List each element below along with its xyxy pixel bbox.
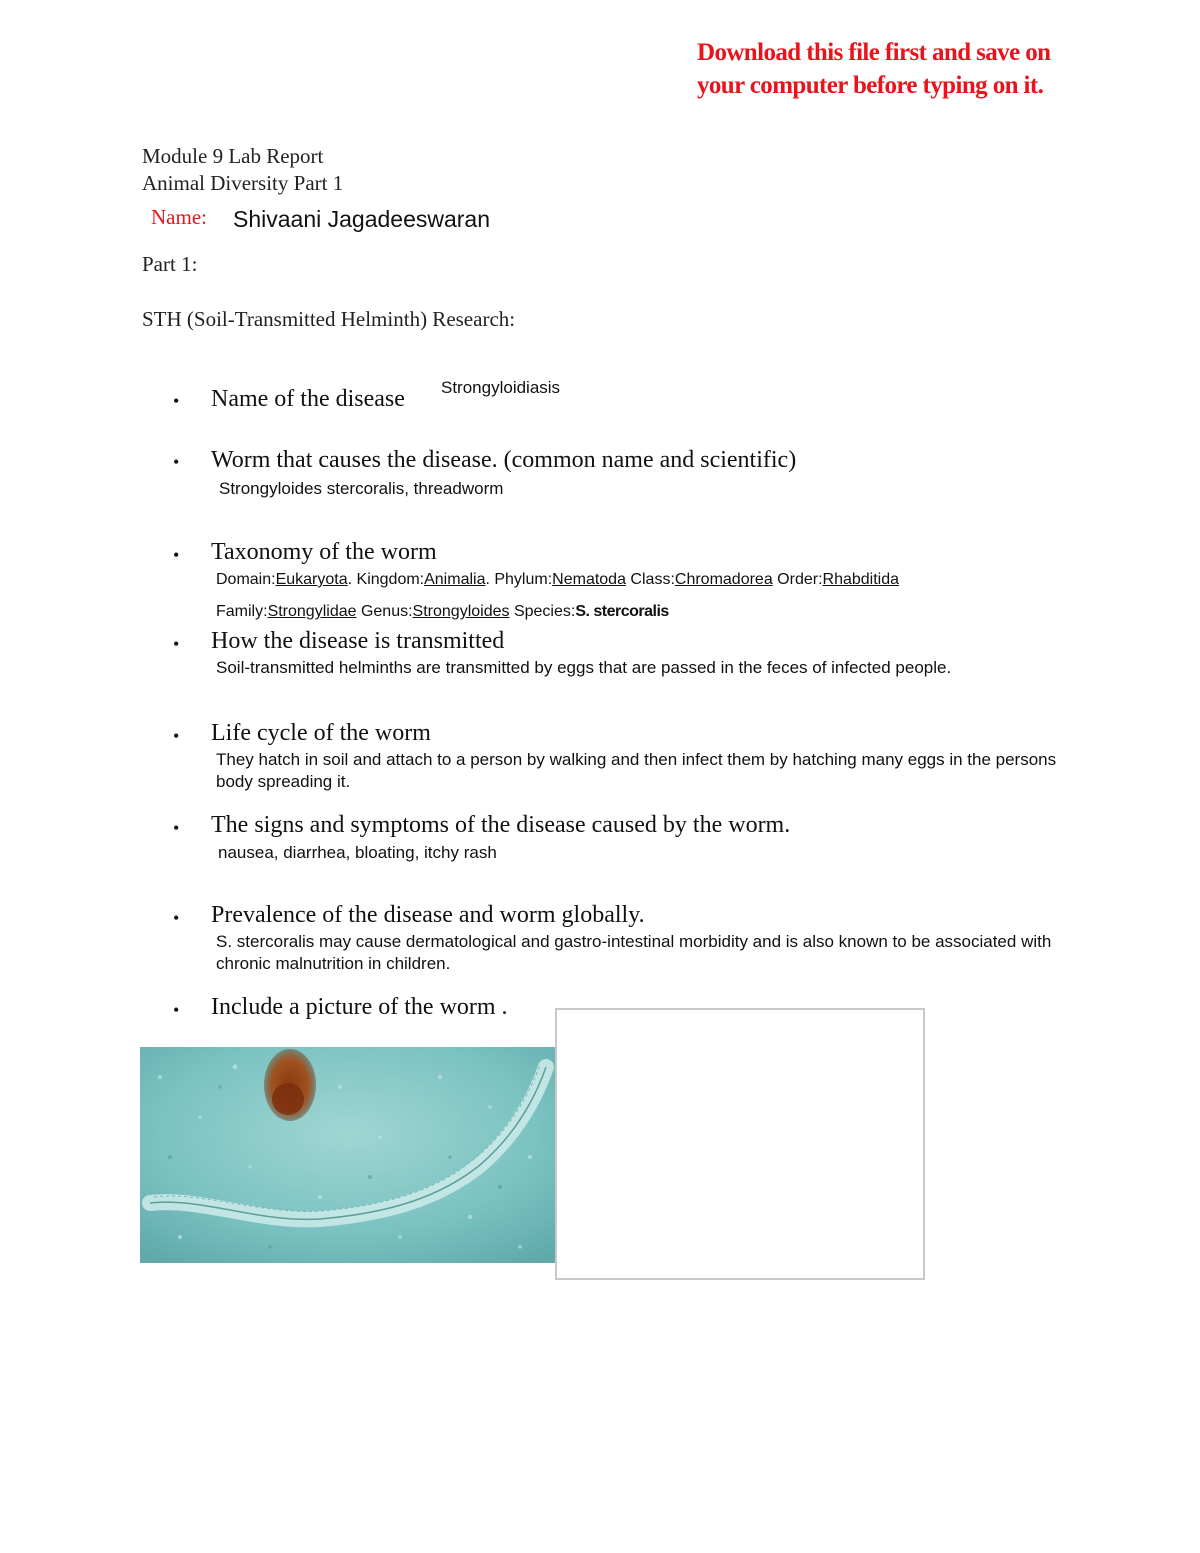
part-heading: Part 1: (142, 252, 198, 276)
genus-link[interactable]: Strongyloides (412, 603, 510, 620)
question-picture: Include a picture of the worm . (211, 994, 508, 1020)
phylum-link[interactable]: Nematoda (552, 571, 626, 588)
class-link[interactable]: Chromadorea (674, 571, 773, 588)
name-label: Name: (151, 205, 207, 229)
section-heading: STH (Soil-Transmitted Helminth) Research: (142, 307, 516, 331)
name-field[interactable]: Shivaani Jagadeeswaran (233, 206, 491, 232)
report-title: Module 9 Lab Report (142, 144, 324, 168)
bullet-icon: • (173, 452, 180, 472)
bullet-icon: • (173, 545, 180, 565)
question-disease-name: Name of the disease (211, 386, 405, 412)
order-label: Order: (772, 571, 823, 588)
worm-photo (140, 1047, 556, 1263)
domain-label: Domain: (216, 571, 276, 588)
bullet-icon: • (173, 908, 180, 928)
class-label: Class: (625, 571, 675, 588)
family-link[interactable]: Strongylidae (267, 603, 357, 620)
answer-worm[interactable]: Strongyloides stercoralis, threadworm (219, 479, 504, 498)
question-symptoms: The signs and symptoms of the disease caused by the worm. (211, 812, 791, 838)
family-label: Family: (216, 603, 268, 620)
taxonomy-line-2[interactable] (216, 601, 669, 623)
question-taxonomy: Taxonomy of the worm (211, 539, 437, 565)
answer-life-cycle[interactable]: They hatch in soil and attach to a person by walking and then infect them by hatching many eggs in the persons body spreading it. (216, 750, 1057, 791)
question-transmission: How the disease is transmitted (211, 628, 505, 654)
phylum-label: . Phylum: (485, 571, 553, 588)
kingdom-link[interactable]: Animalia (424, 571, 486, 588)
domain-link[interactable]: Eukaryota (275, 571, 348, 588)
bullet-icon: • (173, 1000, 180, 1020)
order-link[interactable]: Rhabditida (822, 571, 900, 588)
bullet-icon: • (173, 391, 180, 411)
bullet-icon: • (173, 634, 180, 654)
question-life-cycle: Life cycle of the worm (211, 720, 431, 746)
bullet-icon: • (173, 726, 180, 746)
kingdom-label: . Kingdom: (347, 571, 425, 588)
question-prevalence: Prevalence of the disease and worm globally. (211, 902, 645, 928)
answer-disease-name[interactable]: Strongyloidiasis (441, 378, 561, 397)
answer-transmission[interactable]: Soil-transmitted helminths are transmitted by eggs that are passed in the feces of infected people. (216, 658, 952, 677)
species-value: S. stercoralis (575, 603, 669, 620)
picture-placeholder-box[interactable] (555, 1008, 925, 1280)
download-notice: Download this file first and save on your computer before typing on it. (697, 39, 1051, 99)
species-label: Species: (509, 603, 576, 620)
answer-prevalence[interactable]: S. stercoralis may cause dermatological and gastro-intestinal morbidity and is also known to be associated with chronic malnutrition in children. (216, 932, 1052, 973)
report-subtitle: Animal Diversity Part 1 (142, 171, 344, 195)
bullet-icon: • (173, 818, 180, 838)
genus-label: Genus: (356, 603, 413, 620)
question-worm: Worm that causes the disease. (common name and scientific) (211, 447, 797, 473)
taxonomy-line-1[interactable] (216, 569, 899, 591)
answer-symptoms[interactable]: nausea, diarrhea, bloating, itchy rash (218, 843, 497, 862)
